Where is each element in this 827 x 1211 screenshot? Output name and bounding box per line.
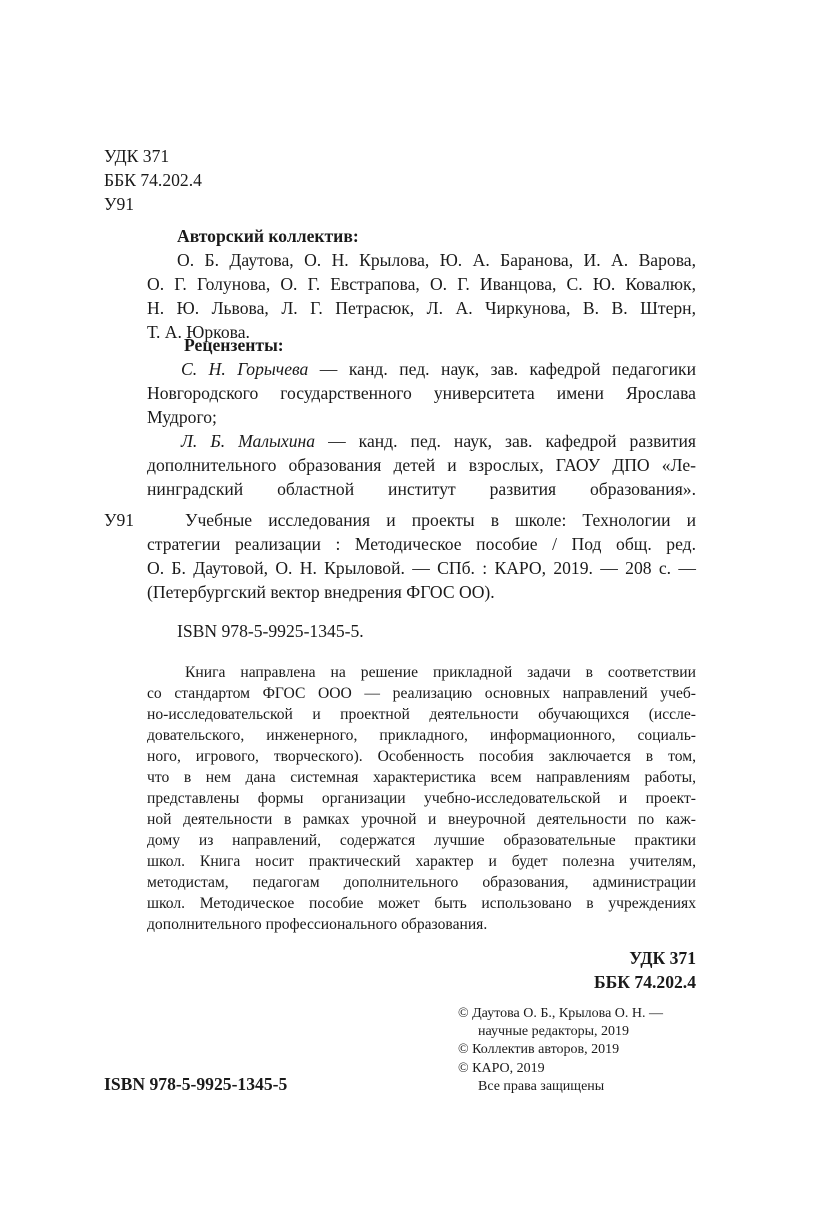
annotation-line: довательского, инженерного, прикладного, информационного, социаль- (147, 727, 696, 744)
copyright-line: © Коллектив авторов, 2019 (458, 1042, 620, 1058)
annotation-line: дополнительного профессионального образования. (147, 916, 488, 933)
reviewers-list (147, 357, 696, 501)
annotation-line: ной деятельности в рамках урочной и внеурочной деятельности по каж- (147, 811, 696, 828)
annotation-line: школ. Книга носит практический характер и будет полезна учителям, (147, 853, 696, 870)
copyright-line: © Даутова О. Б., Крылова О. Н. — (458, 1006, 664, 1021)
reviewer-2-line1: Л. Б. Малыхина — канд. пед. наук, зав. кафедрой развития (181, 431, 696, 451)
authors-heading: Авторский коллектив: (177, 226, 359, 246)
annotation-line: дому из направлений, содержатся лучшие образовательные практики (147, 832, 696, 849)
bibliography-line: Учебные исследования и проекты в школе: Технологии и (185, 510, 696, 530)
reviewer-2-line3: нинградский областной институт развития образования». (147, 479, 696, 499)
udk-code-right: УДК 371 (629, 948, 696, 968)
isbn-bottom: ISBN 978-5-9925-1345-5 (104, 1074, 288, 1094)
authors-list (147, 248, 696, 344)
udk-code: УДК 371 (104, 146, 170, 166)
reviewer-1-line1: С. Н. Горычева — канд. пед. наук, зав. кафедрой педагогики (181, 359, 696, 379)
annotation-line: представлены формы организации учебно-исследовательской и проект- (147, 790, 696, 807)
annotation (147, 662, 696, 935)
reviewer-2-name: Л. Б. Малыхина (181, 431, 316, 451)
isbn-inline: ISBN 978-5-9925-1345-5. (177, 621, 364, 641)
copyright-line: научные редакторы, 2019 (478, 1024, 629, 1040)
copyright-line: Все права защищены (478, 1078, 605, 1094)
annotation-line: школ. Методическое пособие может быть использовано в учреждениях (147, 895, 696, 912)
annotation-line: ного, игрового, творческого). Особенность пособия заключается в том, (147, 748, 696, 765)
annotation-line: методистам, педагогам дополнительного образования, администрации (147, 874, 696, 891)
author-mark: У91 (104, 194, 135, 214)
bbk-code: ББК 74.202.4 (104, 170, 202, 190)
copyright-line: © КАРО, 2019 (458, 1060, 545, 1076)
bibliography-line: (Петербургский вектор внедрения ФГОС ОО). (147, 582, 495, 602)
authors-line: Т. А. Юркова. (147, 322, 250, 342)
annotation-line: но-исследовательской и проектной деятельности обучающихся (иссле- (147, 706, 696, 723)
bibliography-record (147, 508, 696, 604)
bibliography-mark: У91 (104, 510, 135, 530)
reviewers-heading: Рецензенты: (184, 335, 284, 355)
reviewer-1-line2: Новгородского государственного университета имени Ярослава (147, 383, 696, 403)
authors-line: О. Г. Голунова, О. Г. Евстрапова, О. Г. Иванцова, С. Ю. Ковалюк, (147, 274, 696, 294)
annotation-line: со стандартом ФГОС ООО — реализацию основных направлений учеб- (147, 685, 696, 702)
reviewer-1-line3: Мудрого; (147, 407, 217, 427)
bibliography-line: О. Б. Даутовой, О. Н. Крыловой. — СПб. : КАРО, 2019. — 208 с. — (147, 558, 696, 578)
reviewer-1-name: С. Н. Горычева (181, 359, 309, 379)
reviewer-2-line2: дополнительного образования детей и взрослых, ГАОУ ДПО «Ле- (147, 455, 696, 475)
annotation-line: Книга направлена на решение прикладной задачи в соответствии (185, 664, 696, 681)
annotation-line: что в нем дана системная характеристика всем направлениям работы, (147, 769, 696, 786)
authors-line: Н. Ю. Львова, Л. Г. Петрасюк, Л. А. Чиркунова, В. В. Штерн, (147, 298, 696, 318)
bibliography-line: стратегии реализации : Методическое пособие / Под общ. ред. (147, 534, 696, 554)
authors-line: О. Б. Даутова, О. Н. Крылова, Ю. А. Баранова, И. А. Варова, (177, 250, 696, 270)
copyright-block (458, 1005, 698, 1096)
bbk-code-right: ББК 74.202.4 (594, 972, 696, 992)
